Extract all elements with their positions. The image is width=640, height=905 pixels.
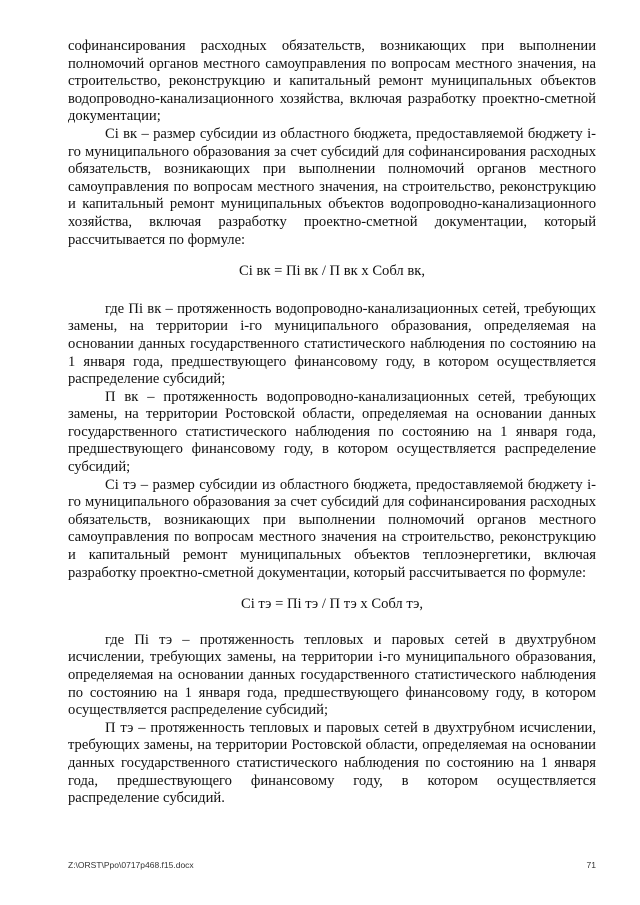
page-footer (68, 860, 596, 870)
formula-ci-te: Ci тэ = Пi тэ / П тэ х Собл тэ, (240, 596, 424, 613)
document-page (68, 38, 596, 808)
paragraph-continuation: софинансирования расходных обязательств, возникающих при выполнении полномочий органов местного самоуправления по вопросам местного значения, на строительство, реконструкцию и капитальный ремонт муниципальных объектов водопроводно-канализационного хозяйства, включая разработку проектно-сметной документации; (68, 38, 596, 125)
page-number: 71 (586, 860, 596, 870)
paragraph-pi-vk: где Пi вк – протяженность водопроводно-канализационных сетей, требующих замены, на территории i-го муниципального образования, определяемая на основании данных государственного статистического наблюдения по состоянию на 1 января года, предшествующего финансовому году, в котором осуществляется распределение субсидий; (68, 300, 596, 388)
paragraph-ci-te-definition: Ci тэ – размер субсидии из областного бюджета, предоставляемой бюджету i-го муниципального образования за счет субсидий для софинансирования расходных обязательств, возникающих при выполнении полномочий органов местного самоуправления по вопросам местного значения на строительство, реконструкцию и капитальный ремонт муниципальных объектов теплоэнергетики, включая разработку проектно-сметной документации, который рассчитывается по формуле: (68, 476, 596, 581)
paragraph-pi-te: где Пi тэ – протяженность тепловых и паровых сетей в двухтрубном исчислении, требующих замены, на территории i-го муниципального образования, определяемая на основании данных государственного статистического наблюдения по состоянию на 1 января года, предшествующего финансовому году, в котором осуществляется распределение субсидий; (68, 631, 596, 719)
formula-ci-vk: Ci вк = Пi вк / П вк х Собл вк, (239, 263, 425, 280)
footer-file-path: Z:\ORST\Ppo\0717p468.f15.docx (68, 860, 194, 870)
paragraph-p-te: П тэ – протяженность тепловых и паровых сетей в двухтрубном исчислении, требующих замены, на территории Ростовской области, определяемая на основании данных государственного статистического наблюдения по состоянию на 1 января года, предшествующего финансовому году, в котором осуществляется распределение субсидий. (68, 719, 596, 807)
paragraph-ci-vk-definition: Ci вк – размер субсидии из областного бюджета, предоставляемой бюджету i-го муниципального образования за счет субсидий для софинансирования расходных обязательств, возникающих при выполнении полномочий органов местного самоуправления по вопросам местного значения, на строительство, реконструкцию и капитальный ремонт муниципальных объектов водопроводно-канализационного хозяйства, включая разработку проектно-сметной документации, который рассчитывается по формуле: (68, 125, 596, 248)
paragraph-p-vk: П вк – протяженность водопроводно-канализационных сетей, требующих замены, на территории Ростовской области, определяемая на основании данных государственного статистического наблюдения по состоянию на 1 января года, предшествующего финансовому году, в котором осуществляется распределение субсидий; (68, 388, 596, 476)
